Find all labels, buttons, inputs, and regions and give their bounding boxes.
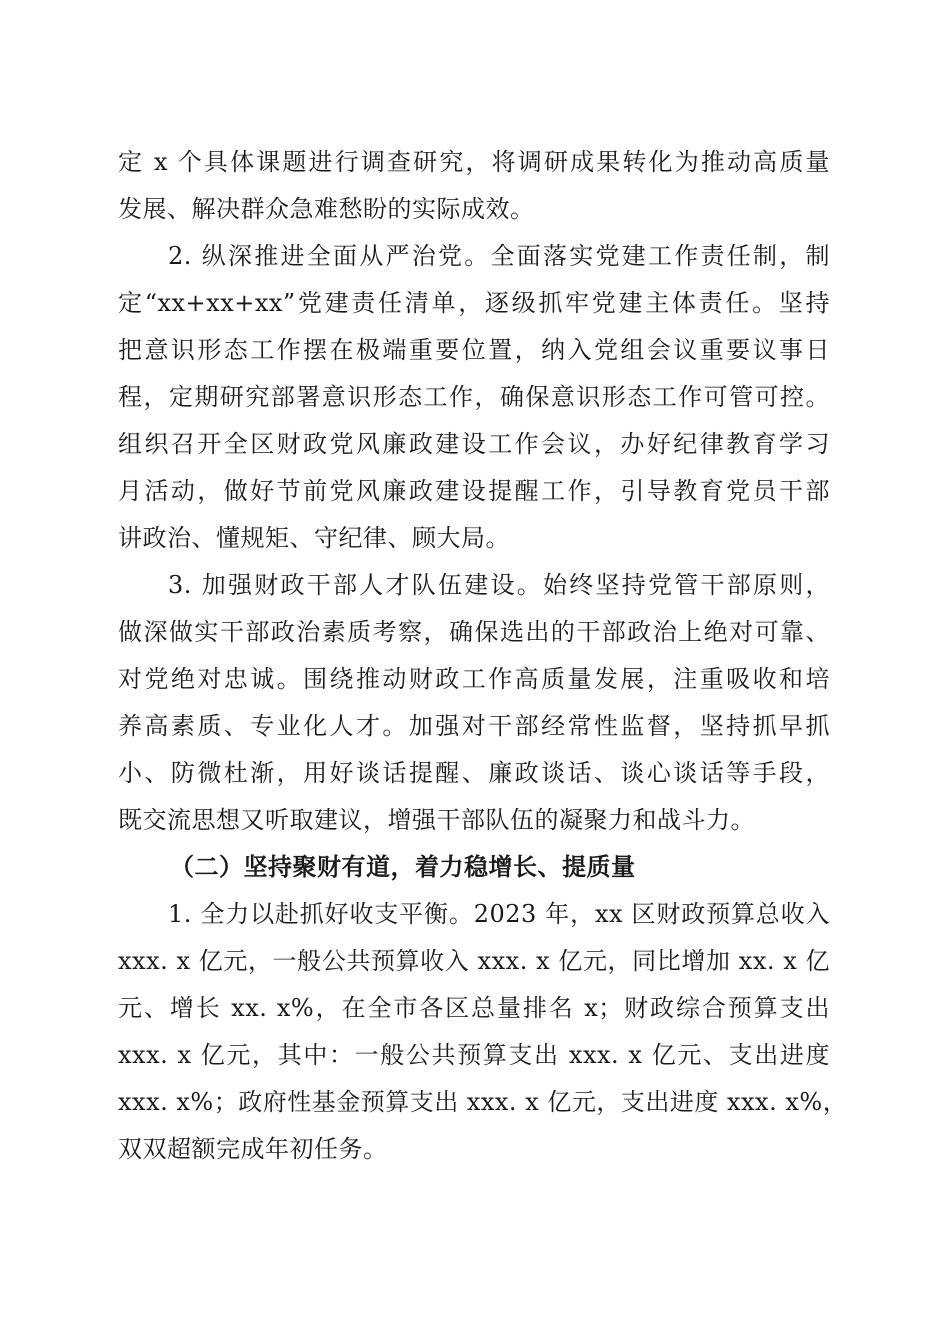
text-line: 2. 纵深推进全面从严治党。全面落实党建工作责任制，制 [168, 242, 830, 270]
text-line: 月活动，做好节前党风廉政建设提醒工作，引导教育党员干部 [118, 477, 830, 505]
text-line: 元、增长 xx. x%，在全市各区总量排名 x；财政综合预算支出 [118, 994, 830, 1022]
text-line: 定 x 个具体课题进行调查研究，将调研成果转化为推动高质量 [118, 148, 830, 176]
text-line: 小、防微杜渐，用好谈话提醒、廉政谈话、谈心谈话等手段， [118, 759, 830, 787]
text-line: 讲政治、懂规矩、守纪律、顾大局。 [118, 524, 510, 552]
text-line: 组织召开全区财政党风廉政建设工作会议，办好纪律教育学习 [118, 430, 830, 458]
text-line: 双双超额完成年初任务。 [118, 1135, 388, 1163]
text-line: 既交流思想又听取建议，增强干部队伍的凝聚力和战斗力。 [118, 806, 755, 834]
text-line: 发展、解决群众急难愁盼的实际成效。 [118, 195, 535, 223]
text-line: 定“xx+xx+xx”党建责任清单，逐级抓牢党建主体责任。坚持 [118, 289, 830, 317]
text-line: 程，定期研究部署意识形态工作，确保意识形态工作可管可控。 [118, 383, 830, 411]
section-heading: （二）坚持聚财有道，着力稳增长、提质量 [170, 852, 636, 881]
text-line: 3. 加强财政干部人才队伍建设。始终坚持党管干部原则， [168, 571, 830, 599]
text-line: xxx. x 亿元，一般公共预算收入 xxx. x 亿元，同比增加 xx. x 亿 [118, 947, 830, 975]
text-line: 把意识形态工作摆在极端重要位置，纳入党组会议重要议事日 [118, 336, 830, 364]
text-line: xxx. x%；政府性基金预算支出 xxx. x 亿元，支出进度 xxx. x%， [118, 1088, 848, 1116]
text-line: 对党绝对忠诚。围绕推动财政工作高质量发展，注重吸收和培 [118, 665, 830, 693]
text-line: 1. 全力以赴抓好收支平衡。2023 年，xx 区财政预算总收入 [168, 900, 830, 928]
text-line: 养高素质、专业化人才。加强对干部经常性监督，坚持抓早抓 [118, 712, 830, 740]
text-line: 做深做实干部政治素质考察，确保选出的干部政治上绝对可靠、 [118, 618, 830, 646]
text-line: xxx. x 亿元，其中：一般公共预算支出 xxx. x 亿元、支出进度 [118, 1041, 830, 1069]
